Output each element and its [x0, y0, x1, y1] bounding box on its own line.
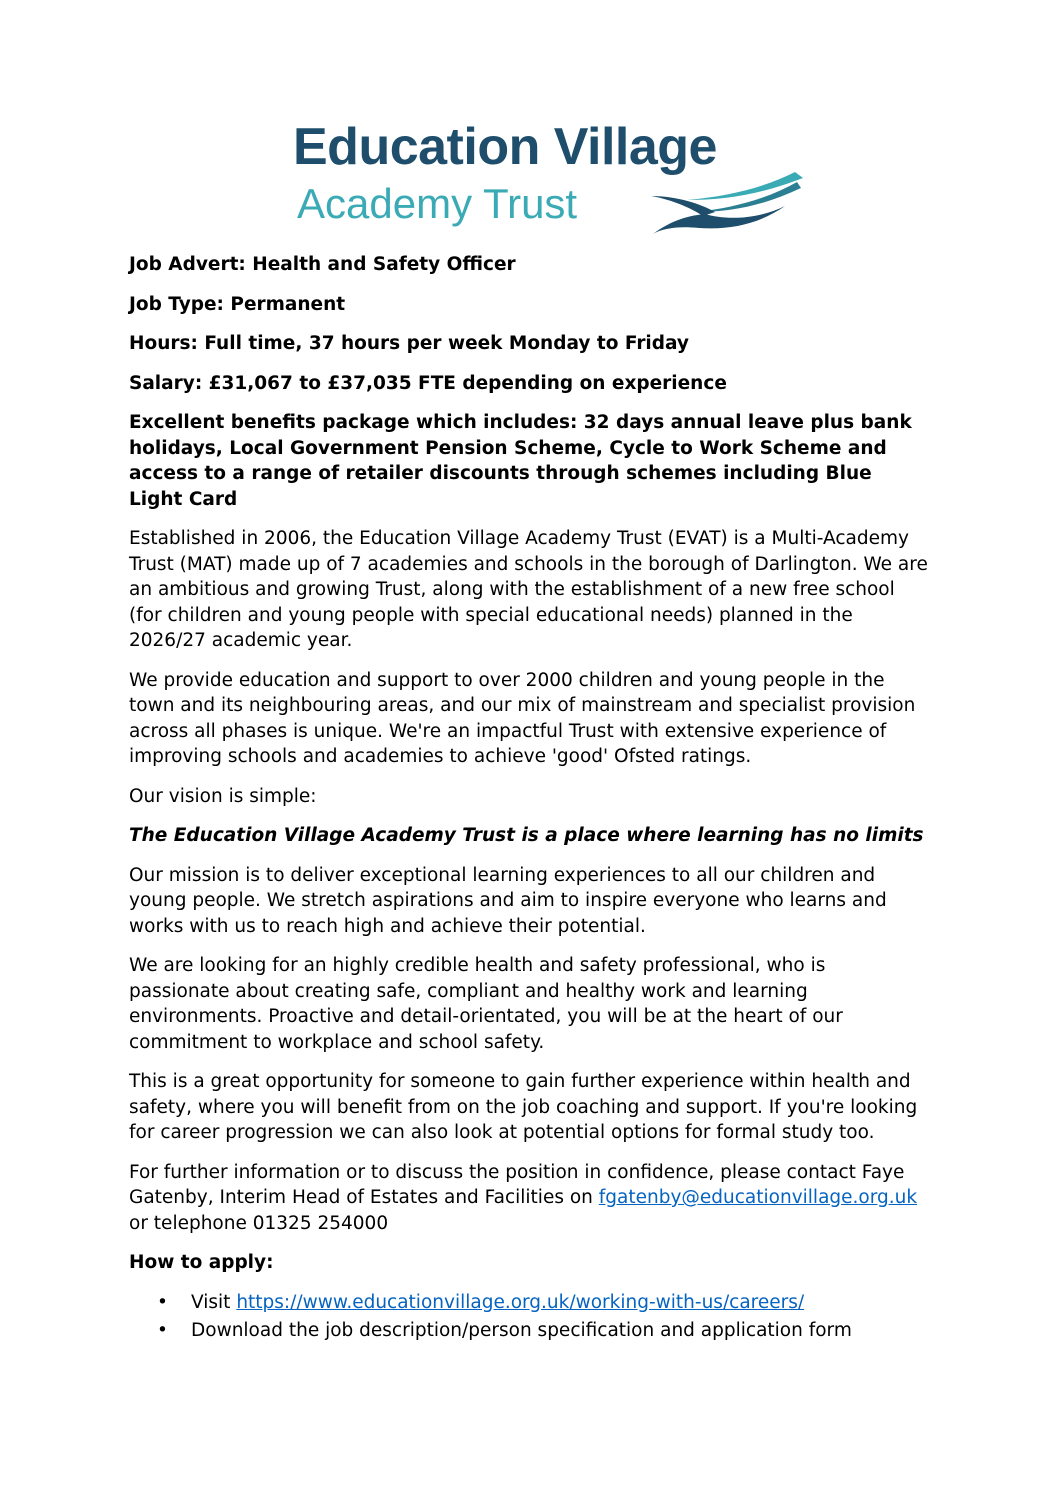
apply-steps-list	[129, 1290, 929, 1344]
contact-phone: or telephone 01325 254000	[129, 1212, 389, 1234]
vision-statement: The Education Village Academy Trust is a place where learning has no limits	[129, 825, 924, 846]
mission-paragraph: Our mission is to deliver exceptional learning experiences to all our children and young people. We stretch aspirations and aim to inspire everyone who learns and works with us to reach high and achieve their potential.	[129, 864, 887, 937]
list-item	[191, 1290, 929, 1316]
looking-for-paragraph: We are looking for an highly credible health and safety professional, who is passionate about creating safe, compliant and healthy work and learning environments. Proactive and detail-orientated, you will be at the heart of our commitment to workplace and school safety.	[129, 955, 843, 1053]
education-village-logo	[293, 118, 813, 236]
contact-paragraph	[129, 1160, 929, 1237]
job-salary: Salary: £31,067 to £37,035 FTE depending on experience	[129, 372, 727, 394]
vision-intro: Our vision is simple:	[129, 785, 317, 807]
opportunity-paragraph: This is a great opportunity for someone to gain further experience within health and safety, where you will benefit from on the job coaching and support. If you're looking for career progression we can also look at potential options for formal study too.	[129, 1071, 918, 1143]
how-to-apply-heading: How to apply:	[129, 1252, 274, 1273]
list-item: • Download the job description/person specification and application form	[191, 1318, 929, 1344]
contact-text: For further information or to discuss the position in confidence, please contact Faye Gatenby, Interim Head of Estates and Facilities on	[129, 1161, 905, 1208]
job-advert-title: Job Advert: Health and Safety Officer	[129, 254, 516, 275]
job-advert-content	[129, 252, 929, 1347]
contact-email-link[interactable]: fgatenby@educationvillage.org.uk	[598, 1187, 918, 1208]
job-type: Job Type: Permanent	[129, 293, 346, 315]
logo-subtitle: Academy Trust	[297, 180, 578, 227]
job-benefits: Excellent benefits package which includes: 32 days annual leave plus bank holidays, Local Government Pension Scheme, Cycle to Work Scheme and access to a range of retailer discounts through schemes including Blue Light Card	[129, 412, 912, 510]
careers-link[interactable]: https://www.educationvillage.org.uk/working-with-us/careers/	[236, 1291, 805, 1313]
trust-provision-paragraph: We provide education and support to over 2000 children and young people in the town and its neighbouring areas, and our mix of mainstream and specialist provision across all phases is unique. We're an impactful Trust with extensive experience of improving schools and academies to achieve 'good' Ofsted ratings.	[129, 669, 916, 767]
visit-prefix: Visit	[191, 1291, 237, 1313]
trust-intro-paragraph: Established in 2006, the Education Village Academy Trust (EVAT) is a Multi-Academy Trust (MAT) made up of 7 academies and schools in the borough of Darlington. We are an ambitious and growing Trust, along with the establishment of a new free school (for children and young people with special educational needs) planned in the 2026/27 academic year.	[129, 528, 928, 651]
bird-logo-icon	[645, 170, 805, 236]
job-hours: Hours: Full time, 37 hours per week Monday to Friday	[129, 333, 689, 354]
logo-title: Education Village	[293, 118, 717, 176]
